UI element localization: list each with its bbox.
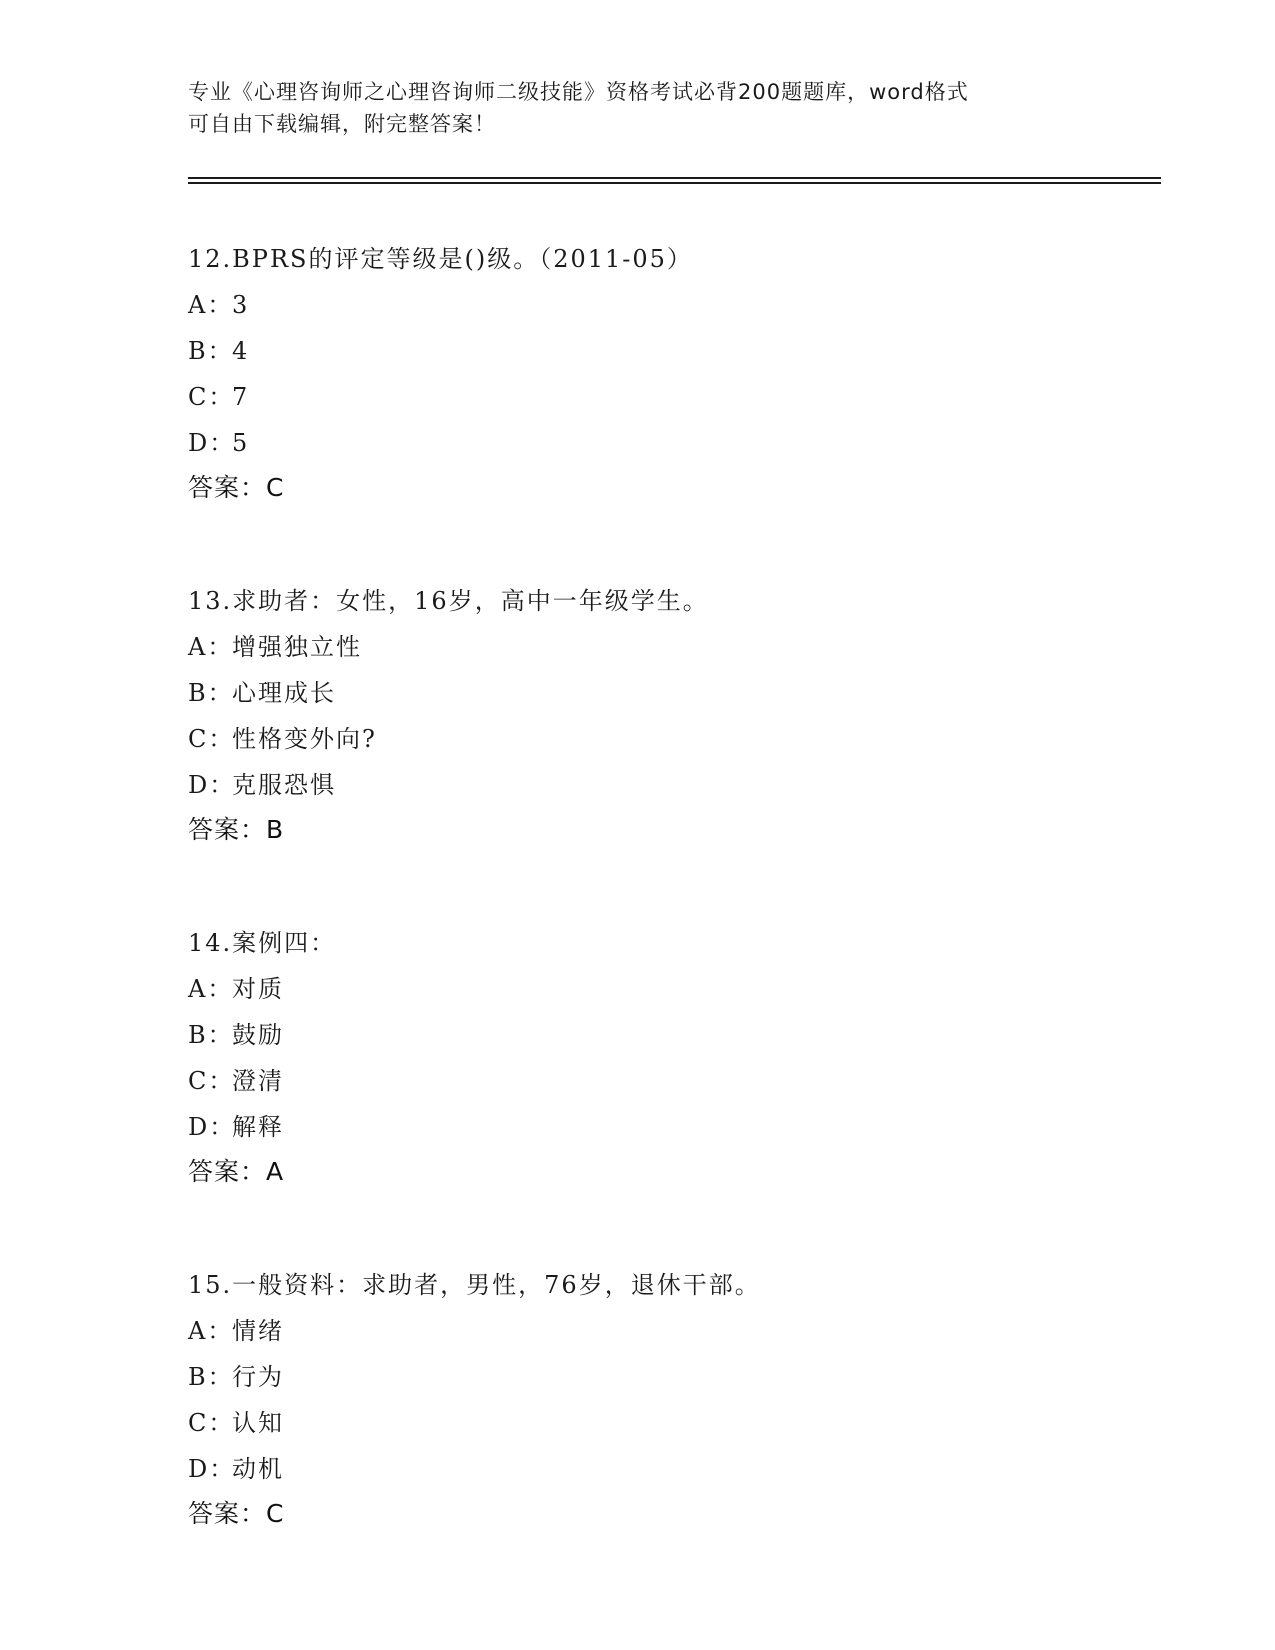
option-text: 7 [232, 383, 250, 411]
option-a [188, 1308, 1168, 1354]
option-key: B： [188, 1021, 234, 1049]
option-text: 澄清 [232, 1067, 284, 1095]
header-line-2: 可自由下载编辑，附完整答案！ [188, 112, 496, 136]
question-stem: 13.求助者：女性，16岁，高中一年级学生。 [188, 587, 709, 615]
question-15 [188, 1262, 1168, 1536]
option-d [188, 762, 1168, 808]
option-b [188, 1354, 1168, 1400]
question-list [188, 236, 1168, 1604]
option-c [188, 1058, 1168, 1104]
option-text: 4 [232, 337, 250, 365]
option-text: 动机 [232, 1455, 284, 1483]
question-stem: 14.案例四： [188, 929, 337, 957]
document-header [188, 76, 1088, 140]
option-text: 增强独立性 [232, 633, 362, 661]
option-a [188, 966, 1168, 1012]
question-13 [188, 578, 1168, 852]
option-key: B： [188, 1363, 234, 1391]
option-key: A： [188, 633, 234, 661]
option-text: 行为 [232, 1363, 284, 1391]
option-text: 心理成长 [232, 679, 336, 707]
option-key: D： [188, 1113, 236, 1141]
option-key: C： [188, 1409, 235, 1437]
option-key: C： [188, 725, 235, 753]
option-b [188, 328, 1168, 374]
option-key: A： [188, 291, 234, 319]
answer-line: 答案：C [188, 473, 285, 502]
option-text: 鼓励 [232, 1021, 284, 1049]
answer-line: 答案：B [188, 815, 285, 844]
option-key: D： [188, 1455, 236, 1483]
option-b [188, 670, 1168, 716]
option-c [188, 374, 1168, 420]
option-key: C： [188, 383, 235, 411]
option-text: 5 [232, 429, 250, 457]
option-key: B： [188, 679, 234, 707]
answer-line: 答案：C [188, 1499, 285, 1528]
option-a [188, 624, 1168, 670]
header-divider-top [188, 177, 1161, 179]
option-key: D： [188, 429, 236, 457]
option-d [188, 1104, 1168, 1150]
option-d [188, 1446, 1168, 1492]
answer-line: 答案：A [188, 1157, 285, 1186]
question-stem: 12.BPRS的评定等级是()级。（2011-05） [188, 245, 693, 273]
option-b [188, 1012, 1168, 1058]
option-key: A： [188, 1317, 234, 1345]
option-text: 性格变外向? [232, 725, 377, 753]
header-divider-bottom [188, 182, 1161, 184]
option-a [188, 282, 1168, 328]
option-key: A： [188, 975, 234, 1003]
option-key: B： [188, 337, 234, 365]
question-14 [188, 920, 1168, 1194]
option-text: 认知 [232, 1409, 284, 1437]
option-d [188, 420, 1168, 466]
option-text: 3 [232, 291, 250, 319]
option-c [188, 1400, 1168, 1446]
header-line-1: 专业《心理咨询师之心理咨询师二级技能》资格考试必背200题题库，word格式 [188, 80, 969, 104]
option-c [188, 716, 1168, 762]
option-key: D： [188, 771, 236, 799]
option-text: 情绪 [232, 1317, 284, 1345]
option-text: 解释 [232, 1113, 284, 1141]
option-text: 克服恐惧 [232, 771, 336, 799]
question-12 [188, 236, 1168, 510]
question-stem: 15.一般资料：求助者，男性，76岁，退休干部。 [188, 1271, 761, 1299]
option-text: 对质 [232, 975, 284, 1003]
option-key: C： [188, 1067, 235, 1095]
